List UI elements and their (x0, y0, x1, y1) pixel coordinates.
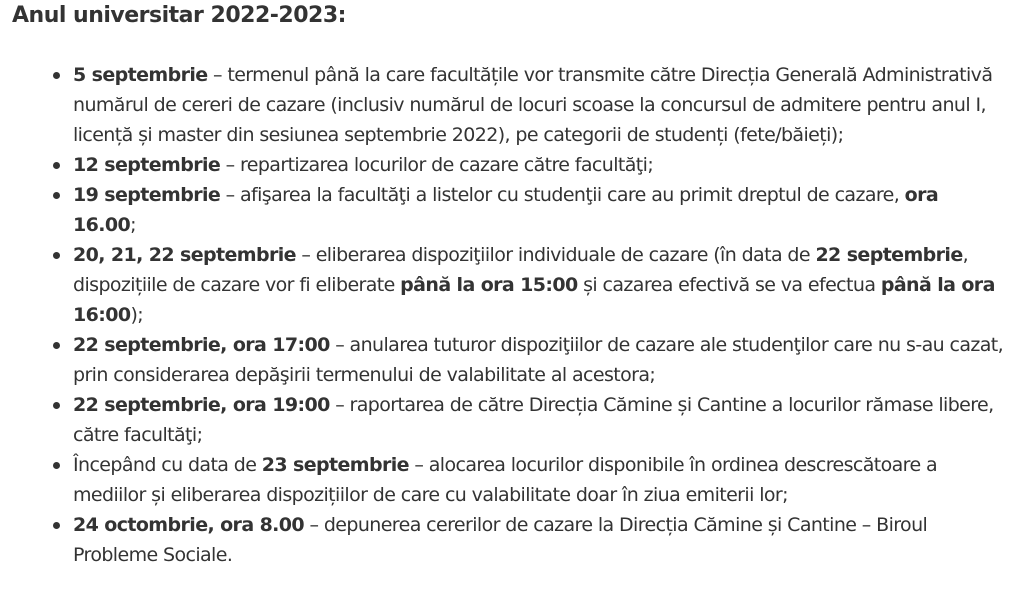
item-text: – termenul până la care facultățile vor transmite către Direcția Generală Administrativă numărul de cereri de cazare (inclusiv numărul de locuri scoase la concursul de admitere pentru anul I, licență și master din sesiunea septembrie 2022), pe categorii de studenți (fete/băieți); (73, 64, 993, 146)
emphasis-text: 22 septembrie, ora 17:00 (73, 334, 330, 356)
item-text: – eliberarea dispoziţiilor individuale de cazare (în data de (295, 244, 816, 266)
emphasis-text: până la ora 16:00 (73, 274, 995, 326)
emphasis-text: 12 septembrie (73, 154, 221, 176)
emphasis-text: ora 16.00 (73, 184, 939, 236)
bullet-icon (53, 72, 60, 79)
list-item (73, 240, 1005, 330)
item-text: – raportarea de către Direcția Cămine și Cantine a locurilor rămase libere, către facultăţi; (73, 394, 994, 446)
list-item (73, 150, 1005, 180)
list-item (73, 450, 1005, 510)
bullet-icon (53, 522, 60, 529)
bullet-icon (53, 252, 60, 259)
list-item (73, 60, 1005, 150)
bullet-icon (53, 192, 60, 199)
list-item (73, 330, 1005, 390)
emphasis-text: 22 septembrie (815, 244, 963, 266)
item-text: Începând cu data de (73, 454, 262, 476)
bullet-icon (53, 402, 60, 409)
bullet-icon (53, 162, 60, 169)
item-text: , dispozițiile de cazare vor fi eliberate (73, 244, 969, 296)
item-text: – depunerea cererilor de cazare la Direcția Cămine și Cantine – Biroul Probleme Sociale. (73, 514, 928, 566)
emphasis-text: 22 septembrie, ora 19:00 (73, 394, 330, 416)
emphasis-text: 20, 21, 22 septembrie (73, 244, 296, 266)
emphasis-text: 5 septembrie (73, 64, 208, 86)
item-text: ); (130, 304, 144, 326)
emphasis-text: 19 septembrie (73, 184, 221, 206)
bullet-icon (53, 462, 60, 469)
list-item (73, 180, 1005, 240)
item-text: – anularea tuturor dispoziţiilor de cazare ale studenţilor care nu s-au cazat, prin considerarea depăşirii termenului de valabilitate al acestora; (73, 334, 1004, 386)
item-text: – afişarea la facultăţi a listelor cu studenţii care au primit dreptul de cazare, (220, 184, 905, 206)
schedule-list (73, 60, 1005, 570)
list-item (73, 390, 1005, 450)
bullet-icon (53, 342, 60, 349)
item-text: și cazarea efectivă se va efectua (577, 274, 881, 296)
item-text: – repartizarea locurilor de cazare către facultăţi; (220, 154, 654, 176)
item-text: ; (130, 214, 136, 236)
emphasis-text: 23 septembrie (261, 454, 409, 476)
list-item (73, 510, 1005, 570)
emphasis-text: până la ora 15:00 (400, 274, 578, 296)
emphasis-text: 24 octombrie, ora 8.00 (73, 514, 305, 536)
item-text: – alocarea locurilor disponibile în ordinea descrescătoare a mediilor și eliberarea dispozițiilor de care cu valabilitate doar în ziua emiterii lor; (73, 454, 938, 506)
section-heading: Anul universitar 2022-2023: (12, 3, 346, 28)
